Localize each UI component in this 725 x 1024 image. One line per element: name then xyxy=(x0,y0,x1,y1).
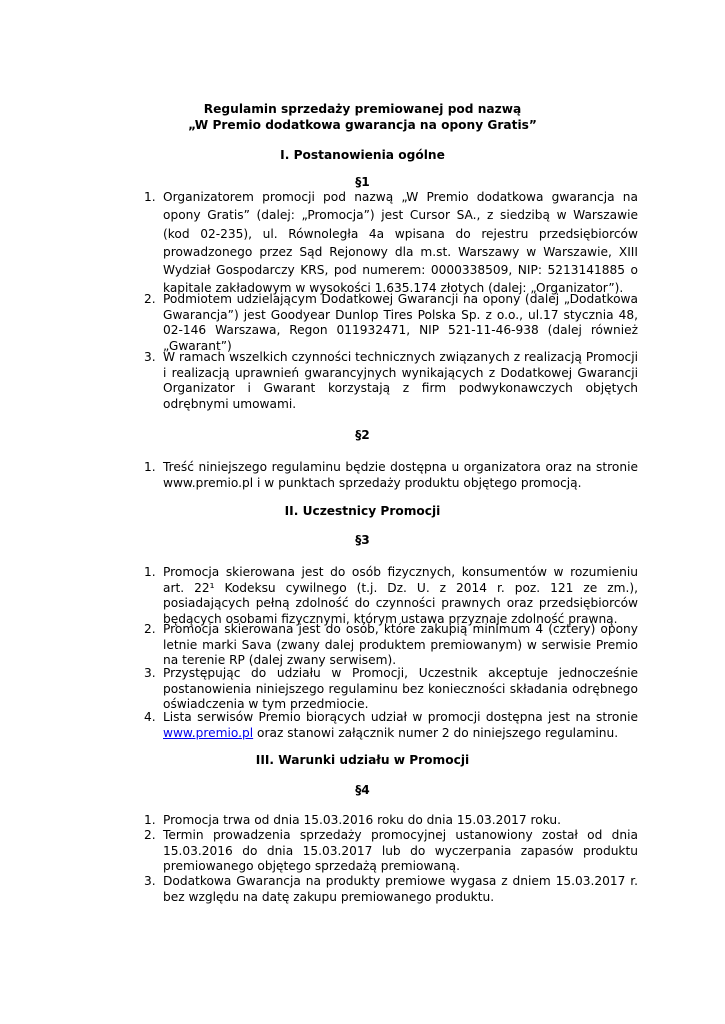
list-item-number: 4. xyxy=(144,710,156,724)
premio-website-link[interactable]: www.premio.pl xyxy=(163,725,254,740)
list-item-number: 2. xyxy=(144,622,156,636)
list-item-text: Treść niniejszego regulaminu będzie dostępna u organizatora oraz na stronie www.premio.pl i w punktach sprzedaży produktu objętego promocją. xyxy=(163,460,638,490)
list-item-text-after-link: oraz stanowi załącznik numer 2 do niniejszego regulaminu. xyxy=(253,725,619,740)
list-item-text: Promocja trwa od dnia 15.03.2016 roku do dnia 15.03.2017 roku. xyxy=(163,813,561,827)
list-item-number: 1. xyxy=(144,190,156,204)
list-item-number: 3. xyxy=(144,874,156,888)
paragraph-label: §1 xyxy=(355,175,370,189)
list-item-number: 2. xyxy=(144,292,156,306)
list-item-text: Promocja skierowana jest do osób fizycznych, konsumentów w rozumieniu art. 22¹ Kodeksu cywilnego (t.j. Dz. U. z 2014 r. poz. 121 ze zm.), posiadających pełną zdolność do czynności prawnych oraz przedsiębiorców będących osobami fizycznymi, którym ustawa przyznaje zdolność prawną. xyxy=(163,565,638,626)
section-heading: II. Uczestnicy Promocji xyxy=(284,504,441,518)
paragraph-label: §2 xyxy=(355,428,370,442)
list-item-number: 1. xyxy=(144,460,156,474)
list-item-number: 3. xyxy=(144,350,156,364)
list-item-number: 1. xyxy=(144,813,156,827)
list-item-text: Termin prowadzenia sprzedaży promocyjnej ustanowiony został od dnia 15.03.2016 do dnia 15.03.2017 lub do wyczerpania zapasów produktu premiowanego objętego sprzedażą premiowaną. xyxy=(163,828,638,873)
section-heading: III. Warunki udziału w Promocji xyxy=(255,753,470,767)
list-item-text: W ramach wszelkich czynności technicznych związanych z realizacją Promocji i realizacją uprawnień gwarancyjnych wynikających z Dodatkowej Gwarancji Organizator i Gwarant korzystają z firm podwykonawczych objętych odrębnymi umowami. xyxy=(163,350,638,411)
list-item-text xyxy=(163,710,638,741)
list-item-number: 2. xyxy=(144,828,156,842)
list-item-text-before-link: Lista serwisów Premio biorących udział w promocji dostępna jest na stronie xyxy=(163,710,638,724)
document-title-line-1: Regulamin sprzedaży premiowanej pod nazwą xyxy=(203,102,522,116)
list-item-text: Przystępując do udziału w Promocji, Uczestnik akceptuje jednocześnie postanowienia niniejszego regulaminu bez konieczności składania odrębnego oświadczenia w tym przedmiocie. xyxy=(163,666,638,711)
list-item-number: 3. xyxy=(144,666,156,680)
document-title-line-2: „W Premio dodatkowa gwarancja na opony Gratis” xyxy=(188,118,537,132)
paragraph-label: §3 xyxy=(355,533,370,547)
list-item-text: Promocja skierowana jest do osób, które zakupią minimum 4 (cztery) opony letnie marki Sava (zwany dalej produktem premiowanym) w serwisie Premio na terenie RP (dalej zwany serwisem). xyxy=(163,622,638,667)
list-item-number: 1. xyxy=(144,565,156,579)
list-item-text: Podmiotem udzielającym Dodatkowej Gwarancji na opony (dalej „Dodatkowa Gwarancja”) jest Goodyear Dunlop Tires Polska Sp. z o.o., ul.17 stycznia 48, 02-146 Warszawa, Regon 011932471, NIP 521-11-46-938 (dalej również „Gwarant”) xyxy=(163,292,638,353)
paragraph-label: §4 xyxy=(355,783,370,797)
section-heading: I. Postanowienia ogólne xyxy=(280,148,445,162)
list-item-text: Organizatorem promocji pod nazwą „W Premio dodatkowa gwarancja na opony Gratis” (dalej: „Promocja”) jest Cursor SA., z siedzibą w Warszawie (kod 02-235), ul. Równoległa 4a wpisana do rejestru przedsiębiorców prowadzonego przez Sąd Rejonowy dla m.st. Warszawy w Warszawie, XIII Wydział Gospodarczy KRS, pod numerem: 0000338509, NIP: 5213141885 o kapitale zakładowym w wysokości 1.635.174 złotych (dalej: „Organizator”). xyxy=(163,190,638,296)
list-item-text: Dodatkowa Gwarancja na produkty premiowe wygasa z dniem 15.03.2017 r. bez względu na datę zakupu premiowanego produktu. xyxy=(163,874,638,904)
